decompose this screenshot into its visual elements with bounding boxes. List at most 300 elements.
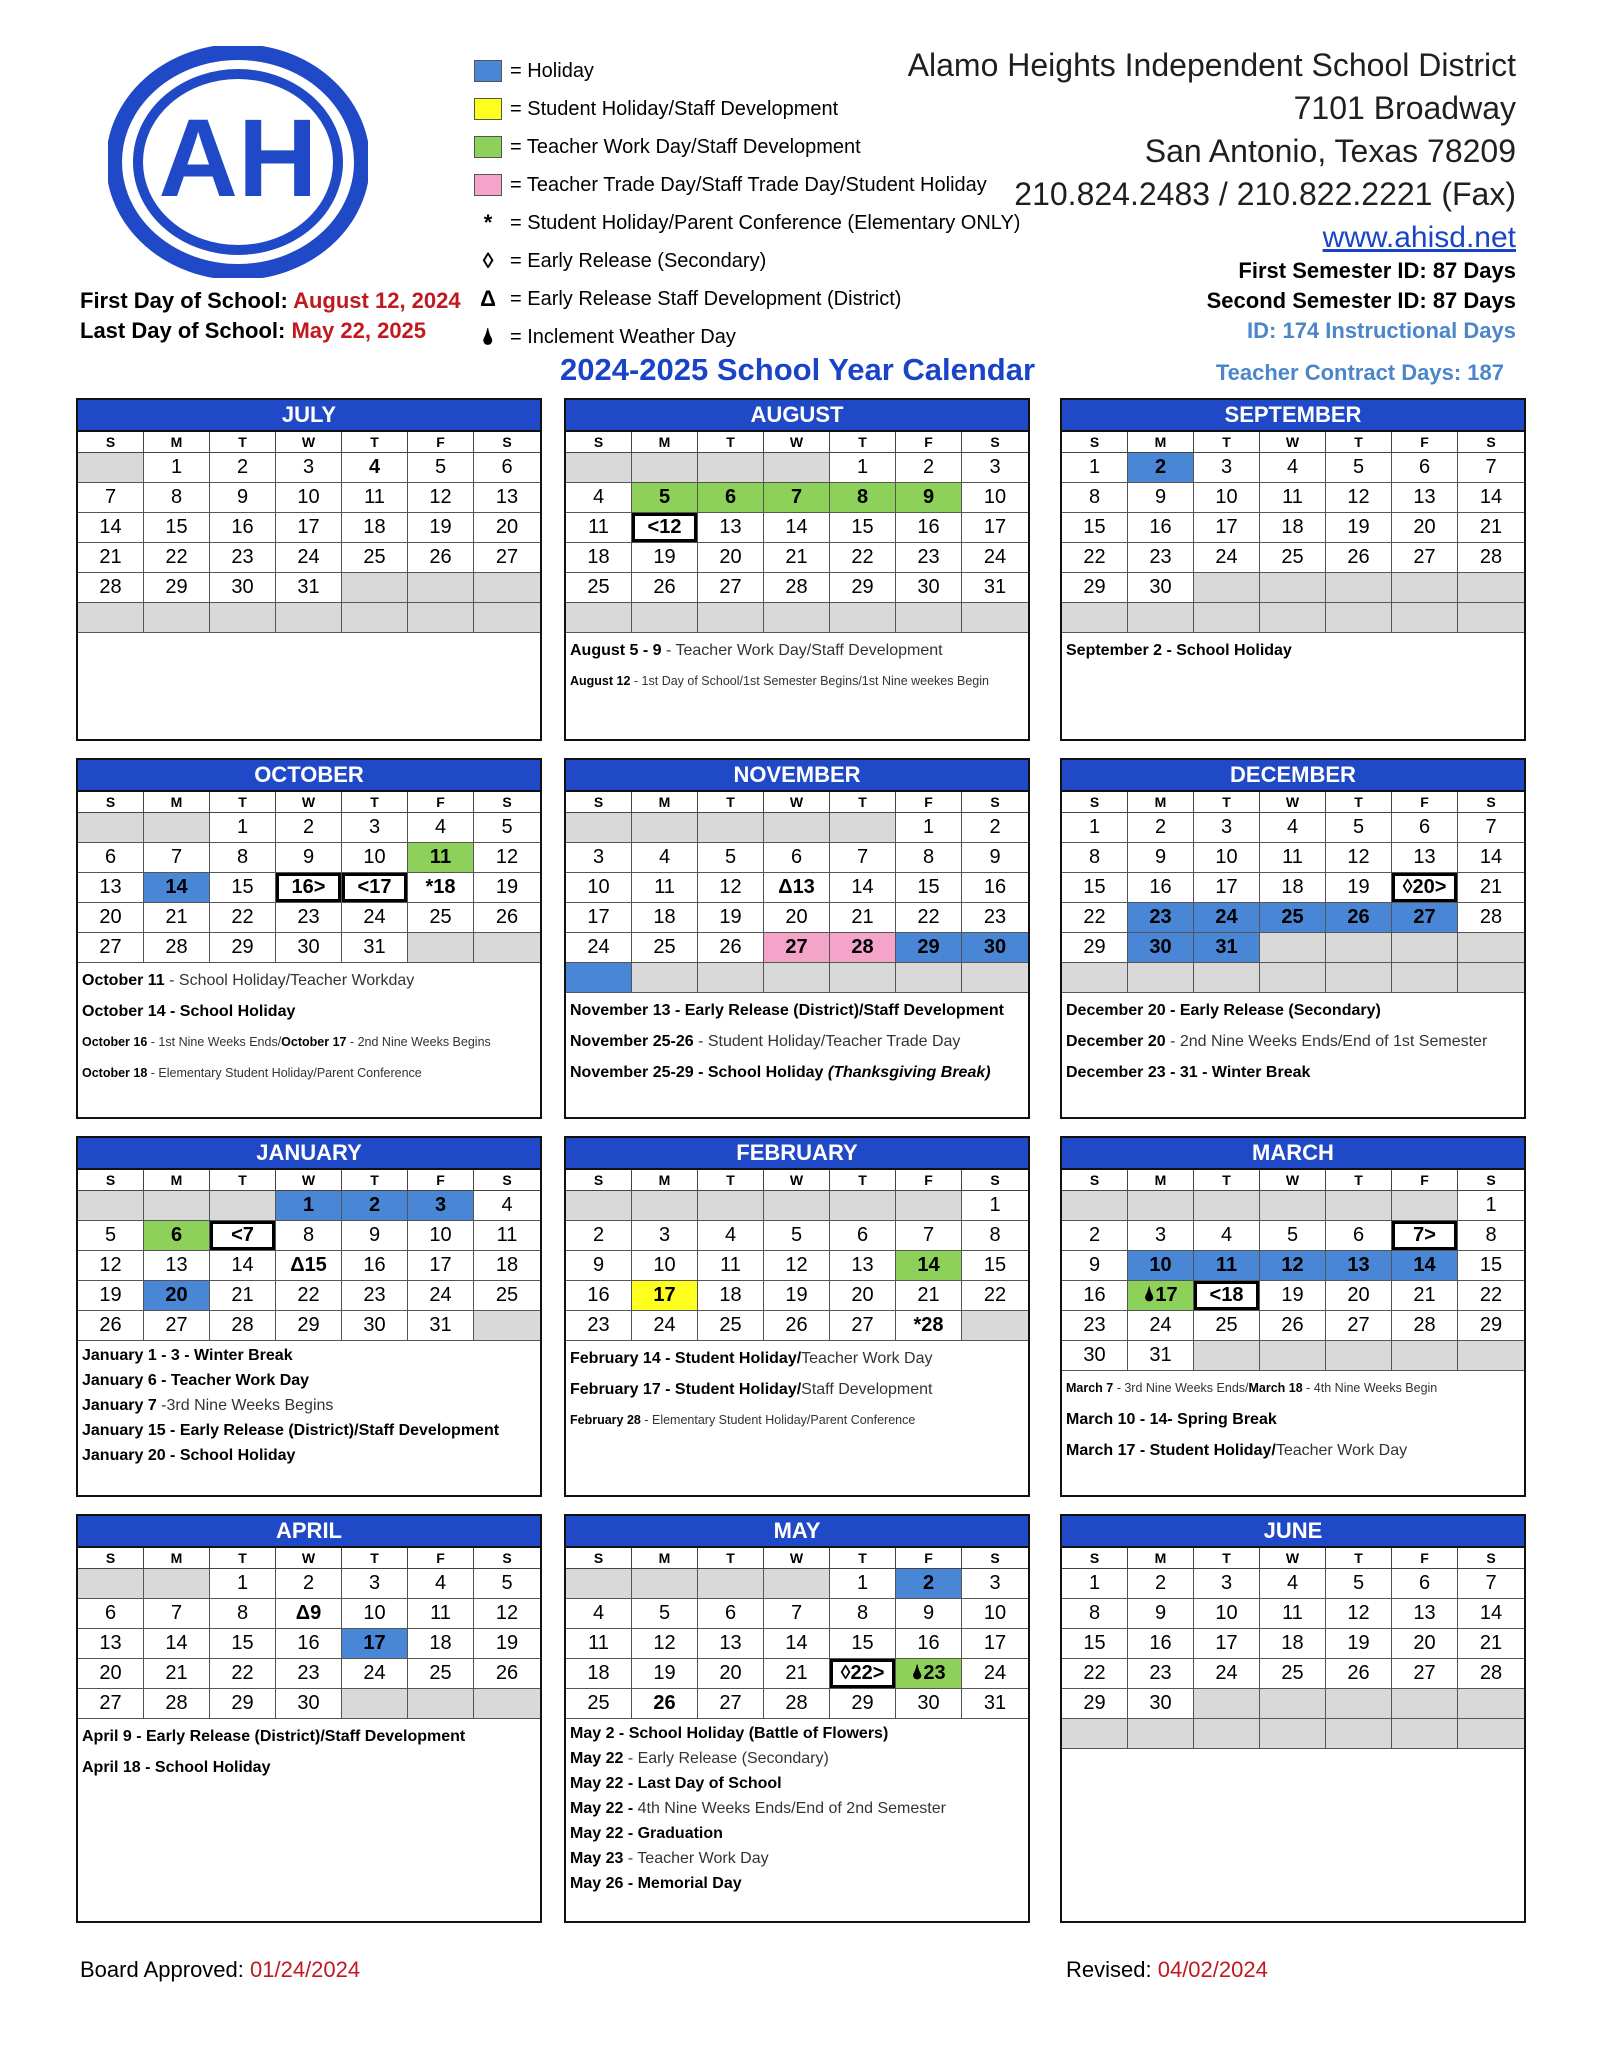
day-cell: 4 — [566, 1599, 632, 1629]
day-cell: 29 — [830, 573, 896, 603]
day-cell: 31 — [1194, 933, 1260, 963]
day-cell: 19 — [632, 543, 698, 573]
weekday-label: T — [342, 792, 408, 812]
weekday-label: T — [830, 792, 896, 812]
day-cell: 3 — [962, 1569, 1028, 1599]
day-cell: 24 — [962, 1659, 1028, 1689]
day-cell: 1 — [896, 813, 962, 843]
empty-day-cell — [632, 603, 698, 633]
day-cell: 28 — [144, 933, 210, 963]
day-cell: 13 — [698, 1629, 764, 1659]
note-date: October 18 — [82, 1066, 148, 1080]
note-date: May 23 — [570, 1850, 624, 1867]
day-cell: 10 — [962, 483, 1028, 513]
empty-day-cell — [566, 813, 632, 843]
day-cell: 30 — [276, 1689, 342, 1719]
day-cell: 27 — [698, 1689, 764, 1719]
calendar-note — [82, 996, 536, 1027]
day-cell: 9 — [896, 1599, 962, 1629]
day-cell: 4 — [342, 453, 408, 483]
day-cell: 30 — [896, 1689, 962, 1719]
weekday-label: M — [144, 792, 210, 812]
day-cell: 10 — [408, 1221, 474, 1251]
note-text: 4th Nine Weeks Ends/End of 2nd Semester — [637, 1800, 946, 1817]
first-day-label: First Day of School: — [80, 288, 288, 313]
empty-day-cell — [1260, 1689, 1326, 1719]
note-text: - School Holiday/Teacher Workday — [164, 972, 415, 989]
day-cell: 13 — [474, 483, 540, 513]
empty-day-cell — [632, 813, 698, 843]
day-cell: 16 — [1062, 1281, 1128, 1311]
note-date: February 14 - Student Holiday/ — [570, 1350, 802, 1367]
weekday-label: W — [1260, 1170, 1326, 1190]
day-cell: 22 — [896, 903, 962, 933]
day-cell: 21 — [764, 1659, 830, 1689]
calendar-note — [570, 1746, 1024, 1771]
day-cell: 20 — [698, 1659, 764, 1689]
day-cell: 22 — [1062, 1659, 1128, 1689]
note-text: Teacher Work Day — [1275, 1442, 1408, 1459]
day-cell: 25 — [474, 1281, 540, 1311]
weekday-label: W — [1260, 432, 1326, 452]
day-cell: 16 — [962, 873, 1028, 903]
day-cell: 19 — [1260, 1281, 1326, 1311]
day-cell: 20 — [830, 1281, 896, 1311]
day-cell: 6 — [474, 453, 540, 483]
month-name: JUNE — [1062, 1516, 1524, 1548]
day-cell: 2 — [896, 1569, 962, 1599]
day-grid — [78, 1569, 540, 1719]
day-cell: 21 — [144, 903, 210, 933]
note-date: March 18 — [1248, 1381, 1303, 1395]
calendar-note — [570, 1057, 1024, 1088]
weekday-label: T — [1194, 1170, 1260, 1190]
teacher-contract-days: Teacher Contract Days: 187 — [1215, 360, 1504, 385]
day-cell: 18 — [566, 1659, 632, 1689]
calendar-note — [1066, 635, 1520, 666]
day-cell: 29 — [1062, 573, 1128, 603]
empty-day-cell — [1260, 1719, 1326, 1749]
weekday-label: T — [698, 792, 764, 812]
day-cell: 1 — [210, 813, 276, 843]
legend-symbol: Δ — [480, 286, 496, 311]
calendar-note — [1066, 1435, 1520, 1466]
month-name: OCTOBER — [78, 760, 540, 792]
day-cell: 8 — [830, 483, 896, 513]
note-text: Staff Development — [801, 1381, 933, 1398]
day-cell: 25 — [566, 1689, 632, 1719]
month-jun — [1060, 1514, 1526, 1923]
note-date: November 13 - Early Release (District)/Staff Development — [570, 1002, 1004, 1019]
day-cell: 24 — [342, 1659, 408, 1689]
weekday-label: M — [632, 792, 698, 812]
day-cell: 10 — [1128, 1251, 1194, 1281]
empty-day-cell — [1260, 603, 1326, 633]
day-cell: 20 — [764, 903, 830, 933]
calendar-note — [570, 1343, 1024, 1374]
empty-day-cell — [566, 453, 632, 483]
day-cell: 11 — [1260, 1599, 1326, 1629]
day-cell: 31 — [1128, 1341, 1194, 1371]
day-cell: 7 — [830, 843, 896, 873]
day-cell: 24 — [962, 543, 1028, 573]
day-cell: 26 — [474, 903, 540, 933]
empty-day-cell — [698, 453, 764, 483]
day-cell: 14 — [210, 1251, 276, 1281]
day-cell: 1 — [830, 1569, 896, 1599]
day-cell: 15 — [1062, 513, 1128, 543]
day-cell: 3 — [342, 1569, 408, 1599]
note-date: November 25-26 — [570, 1033, 694, 1050]
month-feb — [564, 1136, 1030, 1497]
day-cell: 24 — [1194, 903, 1260, 933]
district-website-link[interactable]: www.ahisd.net — [1322, 221, 1516, 254]
legend-label: = Teacher Trade Day/Staff Trade Day/Student Holiday — [510, 174, 987, 196]
day-cell: 28 — [830, 933, 896, 963]
day-cell: 17 — [408, 1251, 474, 1281]
note-text: - Elementary Student Holiday/Parent Conference — [147, 1066, 422, 1080]
day-cell: 31 — [962, 1689, 1028, 1719]
day-cell: 5 — [632, 483, 698, 513]
weekday-label: S — [566, 1170, 632, 1190]
day-cell: 27 — [1326, 1311, 1392, 1341]
empty-day-cell — [962, 1311, 1028, 1341]
day-cell: 30 — [896, 573, 962, 603]
empty-day-cell — [896, 603, 962, 633]
day-cell: 23 — [1062, 1311, 1128, 1341]
day-cell: 29 — [1458, 1311, 1524, 1341]
day-cell: 27 — [698, 573, 764, 603]
day-cell: 2 — [962, 813, 1028, 843]
note-text: - 2nd Nine Weeks Ends/End of 1st Semester — [1165, 1033, 1488, 1050]
weekday-label: F — [408, 432, 474, 452]
weekday-label: W — [764, 1170, 830, 1190]
day-cell: 11 — [566, 513, 632, 543]
day-cell: 18 — [1260, 1629, 1326, 1659]
day-cell: 11 — [1194, 1251, 1260, 1281]
day-cell: 9 — [1128, 843, 1194, 873]
weekday-header — [1062, 792, 1524, 813]
day-cell: <17 — [342, 873, 408, 903]
month-aug — [564, 398, 1030, 741]
calendar-note — [570, 1721, 1024, 1746]
revised-date: 04/02/2024 — [1157, 1957, 1268, 1982]
day-cell: 5 — [474, 1569, 540, 1599]
legend-label: = Inclement Weather Day — [510, 326, 736, 348]
weekday-label: F — [408, 1170, 474, 1190]
day-cell: 2 — [276, 813, 342, 843]
day-cell: 14 — [1458, 843, 1524, 873]
day-cell: 8 — [1062, 483, 1128, 513]
day-cell: 18 — [566, 543, 632, 573]
weekday-label: T — [342, 1170, 408, 1190]
day-cell: 15 — [1062, 1629, 1128, 1659]
empty-day-cell — [144, 1191, 210, 1221]
note-text: - Elementary Student Holiday/Parent Conference — [640, 1413, 916, 1427]
day-cell: 11 — [342, 483, 408, 513]
day-cell: 12 — [698, 873, 764, 903]
note-date: August 12 — [570, 674, 631, 688]
note-date: December 20 - Early Release (Secondary) — [1066, 1002, 1381, 1019]
day-cell: 12 — [1326, 1599, 1392, 1629]
day-cell: 1 — [962, 1191, 1028, 1221]
empty-day-cell — [1194, 1341, 1260, 1371]
empty-day-cell — [474, 603, 540, 633]
calendar-note — [1066, 1057, 1520, 1088]
day-cell: 2 — [210, 453, 276, 483]
day-cell: 26 — [698, 933, 764, 963]
empty-day-cell — [632, 453, 698, 483]
day-cell: 21 — [1392, 1281, 1458, 1311]
day-cell: 30 — [1062, 1341, 1128, 1371]
weekday-label: S — [78, 792, 144, 812]
day-cell: 11 — [632, 873, 698, 903]
day-cell: 29 — [276, 1311, 342, 1341]
day-cell: 16 — [1128, 873, 1194, 903]
day-cell: 1 — [210, 1569, 276, 1599]
day-cell: 19 — [78, 1281, 144, 1311]
weekday-label: T — [830, 1548, 896, 1568]
day-cell: 28 — [1392, 1311, 1458, 1341]
day-cell: 7 — [144, 1599, 210, 1629]
day-cell: 9 — [1128, 483, 1194, 513]
day-cell: 4 — [1194, 1221, 1260, 1251]
day-cell: 29 — [1062, 933, 1128, 963]
weekday-label: M — [144, 432, 210, 452]
empty-day-cell — [1260, 963, 1326, 993]
day-cell: 17 — [632, 1281, 698, 1311]
weekday-label: S — [990, 1550, 1000, 1566]
month-notes — [1062, 993, 1524, 1090]
empty-day-cell — [78, 1191, 144, 1221]
weekday-label: T — [1194, 1548, 1260, 1568]
empty-day-cell — [1194, 963, 1260, 993]
day-cell: 15 — [830, 1629, 896, 1659]
day-cell: Δ13 — [764, 873, 830, 903]
day-cell: 8 — [144, 483, 210, 513]
day-cell: 21 — [1458, 513, 1524, 543]
legend-label: = Teacher Work Day/Staff Development — [510, 136, 861, 158]
weekday-label: S — [990, 794, 1000, 810]
day-cell: ◊20> — [1392, 873, 1458, 903]
note-date: October 14 - School Holiday — [82, 1003, 296, 1020]
month-oct — [76, 758, 542, 1119]
day-cell: 🌢23 — [896, 1659, 962, 1689]
day-cell: 29 — [896, 933, 962, 963]
day-cell: 29 — [210, 1689, 276, 1719]
weekday-label: W — [276, 1548, 342, 1568]
calendar-note — [1066, 1404, 1520, 1435]
month-notes — [566, 1341, 1028, 1438]
day-cell: 7 — [764, 1599, 830, 1629]
empty-day-cell — [1194, 603, 1260, 633]
empty-day-cell — [1128, 963, 1194, 993]
day-cell: 27 — [764, 933, 830, 963]
day-cell: 12 — [764, 1251, 830, 1281]
day-cell: 14 — [896, 1251, 962, 1281]
day-cell: 12 — [474, 1599, 540, 1629]
revised — [1066, 1957, 1268, 1983]
calendar-note — [82, 1343, 536, 1368]
day-cell: 21 — [1458, 1629, 1524, 1659]
note-date: December 23 - 31 - Winter Break — [1066, 1064, 1311, 1081]
note-date: May 22 — [570, 1750, 624, 1767]
weekday-label: W — [1260, 1548, 1326, 1568]
day-cell: 25 — [1260, 543, 1326, 573]
day-cell: 16 — [1128, 1629, 1194, 1659]
day-cell: 11 — [1260, 843, 1326, 873]
weekday-label: T — [1194, 792, 1260, 812]
day-cell: 8 — [830, 1599, 896, 1629]
legend-item — [470, 318, 1030, 356]
day-cell: 13 — [144, 1251, 210, 1281]
day-cell: 14 — [1392, 1251, 1458, 1281]
weekday-label: T — [342, 1548, 408, 1568]
legend-item — [470, 280, 1030, 318]
calendar-note — [82, 1058, 536, 1089]
day-cell: 9 — [276, 843, 342, 873]
weekday-label: S — [566, 1548, 632, 1568]
calendar-note — [570, 1771, 1024, 1796]
empty-day-cell — [632, 1569, 698, 1599]
empty-day-cell — [1458, 1689, 1524, 1719]
day-cell: 24 — [566, 933, 632, 963]
empty-day-cell — [1194, 1191, 1260, 1221]
day-cell: 26 — [1260, 1311, 1326, 1341]
empty-day-cell — [764, 603, 830, 633]
note-text: - Student Holiday/Teacher Trade Day — [693, 1033, 961, 1050]
empty-day-cell — [830, 1191, 896, 1221]
day-cell: 8 — [210, 843, 276, 873]
empty-day-cell — [1458, 603, 1524, 633]
month-may — [564, 1514, 1030, 1923]
empty-day-cell — [566, 1569, 632, 1599]
day-cell: 11 — [408, 1599, 474, 1629]
month-notes — [78, 1341, 540, 1470]
weekday-label: W — [764, 432, 830, 452]
day-cell: 27 — [830, 1311, 896, 1341]
day-cell: 2 — [1128, 813, 1194, 843]
day-grid — [1062, 453, 1524, 633]
note-date: August 5 - 9 — [570, 642, 662, 659]
first-semester-days: First Semester ID: 87 Days — [1238, 258, 1516, 283]
day-cell: 18 — [1260, 513, 1326, 543]
day-cell: 20 — [144, 1281, 210, 1311]
weekday-header — [1062, 1548, 1524, 1569]
day-cell: 2 — [1128, 1569, 1194, 1599]
day-cell: 20 — [1392, 1629, 1458, 1659]
calendar-title: 2024-2025 School Year Calendar — [560, 352, 1036, 387]
empty-day-cell — [1392, 1719, 1458, 1749]
day-cell: 5 — [408, 453, 474, 483]
day-cell: 21 — [764, 543, 830, 573]
weekday-label: M — [1128, 432, 1194, 452]
school-dates — [80, 286, 461, 346]
district-city: San Antonio, Texas 78209 — [1144, 133, 1516, 169]
weekday-label: T — [698, 1170, 764, 1190]
day-cell: 19 — [698, 903, 764, 933]
weekday-label: W — [764, 792, 830, 812]
day-cell: 21 — [1458, 873, 1524, 903]
day-cell: 22 — [210, 903, 276, 933]
weekday-label: T — [830, 1170, 896, 1190]
day-cell: 2 — [1062, 1221, 1128, 1251]
empty-day-cell — [1260, 573, 1326, 603]
empty-day-cell — [764, 813, 830, 843]
month-name: AUGUST — [566, 400, 1028, 432]
weekday-label: T — [1326, 792, 1392, 812]
empty-day-cell — [474, 1311, 540, 1341]
empty-day-cell — [144, 603, 210, 633]
day-cell: 22 — [830, 543, 896, 573]
weekday-label: W — [276, 432, 342, 452]
day-cell: 8 — [896, 843, 962, 873]
legend-label: = Holiday — [510, 60, 594, 82]
weekday-label: M — [144, 1548, 210, 1568]
weekday-label: M — [1128, 792, 1194, 812]
day-cell: 24 — [1194, 543, 1260, 573]
day-cell: 31 — [962, 573, 1028, 603]
day-cell: 18 — [1260, 873, 1326, 903]
weekday-label: W — [1260, 792, 1326, 812]
day-cell: 31 — [276, 573, 342, 603]
weekday-label: M — [632, 1170, 698, 1190]
day-cell: 13 — [78, 1629, 144, 1659]
empty-day-cell — [764, 963, 830, 993]
note-date: March 17 - Student Holiday/ — [1066, 1442, 1276, 1459]
weekday-label: T — [210, 432, 276, 452]
day-cell: 13 — [1392, 843, 1458, 873]
note-text: - 4th Nine Weeks Begin — [1302, 1381, 1438, 1395]
weekday-label: S — [78, 1170, 144, 1190]
day-cell: 2 — [896, 453, 962, 483]
month-jan — [76, 1136, 542, 1497]
day-cell: 7 — [1458, 1569, 1524, 1599]
weekday-label: T — [342, 432, 408, 452]
empty-day-cell — [1062, 1191, 1128, 1221]
weekday-label: T — [210, 1548, 276, 1568]
month-sep — [1060, 398, 1526, 741]
empty-day-cell — [474, 1689, 540, 1719]
day-cell: 15 — [144, 513, 210, 543]
empty-day-cell — [1458, 933, 1524, 963]
day-cell: 24 — [276, 543, 342, 573]
calendar-note — [570, 1821, 1024, 1846]
district-logo — [108, 46, 368, 278]
board-approved-label: Board Approved: — [80, 1957, 251, 1982]
day-cell: 14 — [764, 1629, 830, 1659]
empty-day-cell — [1458, 1719, 1524, 1749]
day-cell: 25 — [342, 543, 408, 573]
empty-day-cell — [342, 1689, 408, 1719]
weekday-label: F — [1392, 432, 1458, 452]
day-cell: 23 — [1128, 903, 1194, 933]
board-approved-date: 01/24/2024 — [250, 1957, 361, 1982]
month-notes — [1062, 1749, 1524, 1753]
empty-day-cell — [408, 933, 474, 963]
weekday-header — [1062, 432, 1524, 453]
empty-day-cell — [764, 453, 830, 483]
day-cell: 18 — [474, 1251, 540, 1281]
empty-day-cell — [1194, 1719, 1260, 1749]
day-cell: 23 — [566, 1311, 632, 1341]
day-cell: 19 — [408, 513, 474, 543]
empty-day-cell — [1260, 1341, 1326, 1371]
weekday-label: W — [764, 1548, 830, 1568]
empty-day-cell — [896, 963, 962, 993]
empty-day-cell — [1392, 1191, 1458, 1221]
calendar-note — [82, 1752, 536, 1783]
